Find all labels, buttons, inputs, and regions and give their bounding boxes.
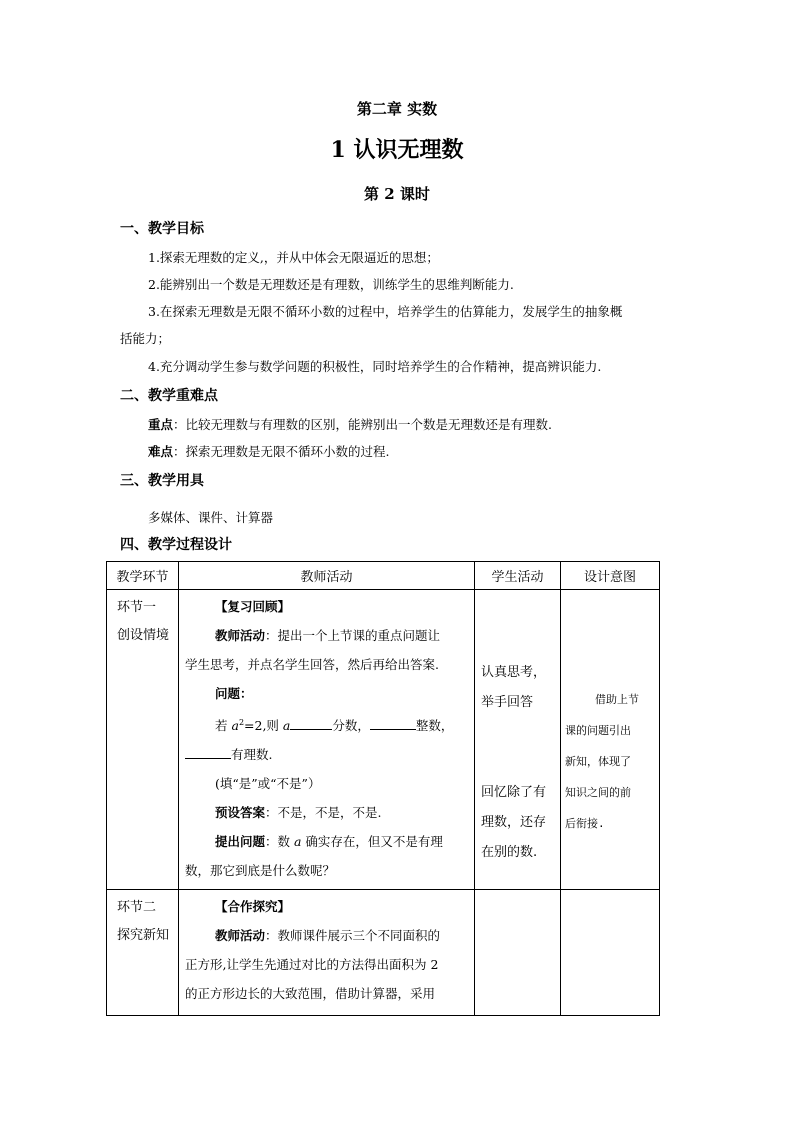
stage-1-line2: 创设情境 bbox=[117, 628, 170, 643]
var-a-2: a bbox=[282, 718, 291, 734]
teacher-text-1: ：提出一个上节课的重点问题让 bbox=[265, 628, 441, 643]
teacher-cell-1 bbox=[179, 590, 475, 890]
question-frac: 分数， bbox=[332, 718, 370, 734]
blank-1[interactable] bbox=[290, 717, 332, 731]
goal-item-3-cont: 括能力； bbox=[120, 331, 171, 346]
table-header-row bbox=[107, 562, 660, 590]
answer-label: 预设答案 bbox=[215, 805, 266, 821]
question-eq: =2,则 bbox=[244, 718, 283, 734]
blank-2[interactable] bbox=[370, 717, 416, 731]
difficult-point-text: ：探索无理数是无限不循环小数的过程. bbox=[173, 444, 390, 459]
student-1-line2: 举手回答 bbox=[481, 695, 534, 710]
raise-question-cont: 数，那它到底是什么数呢？ bbox=[185, 863, 336, 879]
var-a: a bbox=[231, 718, 239, 734]
teacher-label: 教师活动 bbox=[215, 628, 266, 643]
stage-2-line1: 环节二 bbox=[117, 900, 157, 915]
raise-text-a: ：数 bbox=[265, 834, 294, 850]
student-1-line1: 认真思考， bbox=[481, 665, 547, 680]
table-row bbox=[107, 590, 660, 890]
goal-item-2: 2.能辨别出一个数是无理数还是有理数，训练学生的思维判断能力. bbox=[148, 277, 514, 292]
stage-cell-2 bbox=[107, 890, 179, 1016]
header-student: 学生活动 bbox=[475, 562, 561, 590]
section-process-title: 四、教学过程设计 bbox=[120, 537, 232, 553]
key-point-text: ：比较无理数与有理数的区别，能辨别出一个数是无理数还是有理数. bbox=[173, 417, 552, 432]
table-row bbox=[107, 890, 660, 1016]
raise-label: 提出问题 bbox=[215, 834, 266, 850]
question-prefix: 若 bbox=[215, 718, 232, 734]
section-tools-title: 三、教学用具 bbox=[120, 473, 204, 489]
difficult-point bbox=[148, 442, 390, 460]
chapter-title: 第二章 实数 bbox=[356, 100, 438, 118]
header-stage: 教学环节 bbox=[107, 562, 179, 590]
header-teacher: 教师活动 bbox=[179, 562, 475, 590]
stage-cell-1 bbox=[107, 590, 179, 890]
teacher-label-2: 教师活动 bbox=[215, 928, 266, 943]
question-int: 整数， bbox=[415, 718, 454, 734]
section-goals-title: 一、教学目标 bbox=[120, 221, 204, 237]
student-2-line3: 在别的数. bbox=[481, 845, 538, 860]
intent-cell-1 bbox=[561, 590, 660, 890]
question-label: 问题： bbox=[215, 686, 253, 701]
intent-line4: 知识之间的前 bbox=[565, 786, 631, 799]
intent-line3: 新知，体现了 bbox=[565, 755, 631, 768]
period-title: 第 2 课时 bbox=[364, 185, 430, 203]
stage-2-line2: 探究新知 bbox=[117, 928, 170, 943]
intent-line1: 借助上节 bbox=[595, 693, 639, 706]
teacher-2-text-1: ：教师课件展示三个不同面积的 bbox=[265, 928, 441, 943]
goal-item-1: 1.探索无理数的定义,，并从中体会无限逼近的思想； bbox=[148, 250, 439, 265]
process-table bbox=[106, 561, 660, 1016]
lesson-title: 1 认识无理数 bbox=[330, 137, 464, 163]
blank-3[interactable] bbox=[185, 746, 231, 760]
teacher-activity-2 bbox=[185, 921, 468, 950]
goal-item-3: 3.在探索无理数是无限不循环小数的过程中，培养学生的估算能力，发展学生的抽象概 bbox=[148, 304, 623, 319]
teacher-cell-2 bbox=[179, 890, 475, 1016]
question-rational: 有理数. bbox=[231, 747, 273, 763]
question-hint: (填“是”或“不是”） bbox=[215, 776, 321, 792]
square-sup: 2 bbox=[238, 718, 245, 727]
coop-title: 【合作探究】 bbox=[215, 899, 291, 914]
key-point bbox=[148, 415, 552, 433]
teacher-activity-1 bbox=[185, 621, 468, 650]
goal-item-4: 4.充分调动学生参与数学问题的积极性，同时培养学生的合作精神，提高辨识能力. bbox=[148, 359, 602, 374]
raise-text-b: 确实存在，但又不是有理 bbox=[301, 834, 443, 850]
student-cell-2 bbox=[475, 890, 561, 1016]
student-2-line2: 理数，还存 bbox=[481, 815, 547, 830]
section-keypoints-title: 二、教学重难点 bbox=[120, 388, 218, 404]
intent-line2: 课的问题引出 bbox=[565, 724, 631, 737]
review-title: 【复习回顾】 bbox=[215, 599, 291, 614]
tools-text: 多媒体、课件、计算器 bbox=[148, 510, 274, 525]
teacher-activity-1-cont: 学生思考，并点名学生回答，然后再给出答案. bbox=[185, 657, 439, 672]
student-cell-1 bbox=[475, 590, 561, 890]
teacher-2-text-2: 正方形,让学生先通过对比的方法得出面积为 2 bbox=[185, 957, 439, 972]
student-2-line1: 回忆除了有 bbox=[481, 785, 547, 800]
answer-text: ：不是，不是，不是. bbox=[265, 805, 382, 821]
intent-cell-2 bbox=[561, 890, 660, 1016]
header-intent: 设计意图 bbox=[561, 562, 660, 590]
preset-answer bbox=[185, 798, 468, 827]
stage-1-line1: 环节一 bbox=[117, 600, 157, 615]
key-point-label: 重点 bbox=[148, 417, 174, 432]
intent-line5: 后衔接. bbox=[565, 817, 605, 830]
question-line bbox=[185, 708, 468, 740]
var-a-3: a bbox=[294, 834, 302, 850]
question-line-2 bbox=[185, 740, 468, 769]
teacher-2-text-3: 的正方形边长的大致范围，借助计算器，采用 bbox=[185, 986, 436, 1001]
raise-question bbox=[185, 827, 468, 856]
difficult-point-label: 难点 bbox=[148, 444, 174, 459]
